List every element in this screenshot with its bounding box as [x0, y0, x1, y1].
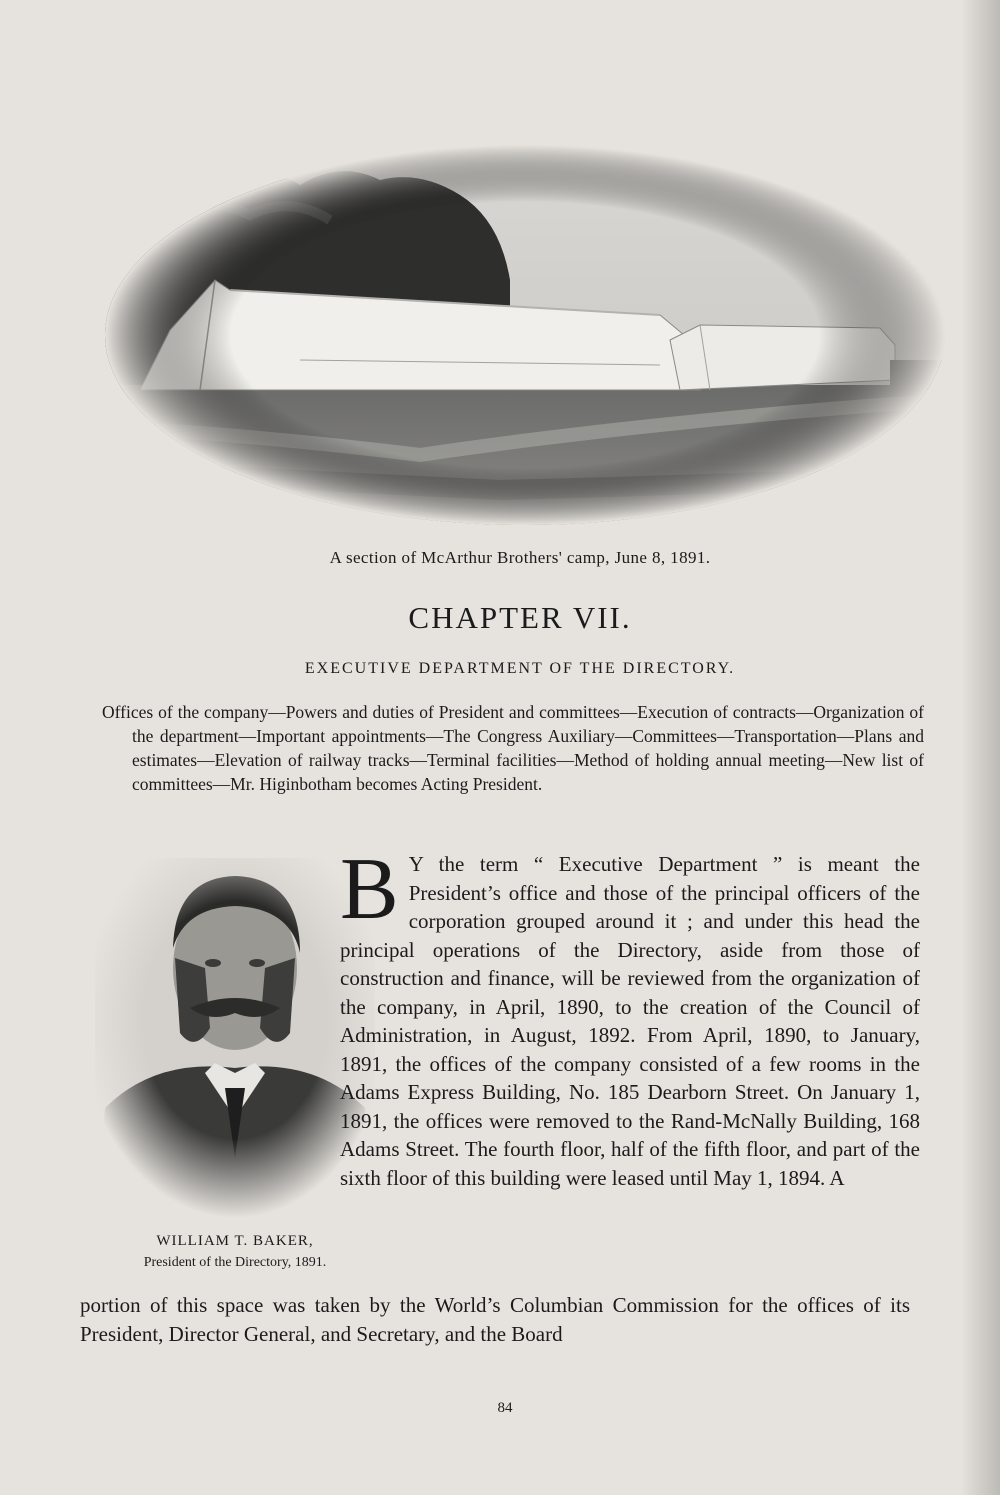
synopsis-text: Offices of the company—Powers and duties of President and committees—Execution of contracts—Organization of the department—Important appointments—The Congress Auxiliary—Committees—Transportation—Plans and estimates—Elevation of railway tracks—Terminal facilities—Method of holding annual meeting—New list of committees—Mr. Higinbotham becomes Acting President.	[102, 702, 924, 794]
chapter-subtitle: EXECUTIVE DEPARTMENT OF THE DIRECTORY.	[304, 660, 736, 677]
chapter-synopsis	[102, 700, 924, 796]
portrait-caption-name: WILLIAM T. BAKER,	[156, 1233, 314, 1249]
camp-photo	[100, 140, 950, 530]
body-paragraph-continued: portion of this space was taken by the World’s Columbian Commission for the offices of its President, Director General, and Secretary, and the Board	[80, 1293, 910, 1346]
portrait-photo	[95, 858, 375, 1218]
chapter-title: CHAPTER VII.	[408, 600, 632, 635]
camp-photo-caption: A section of McArthur Brothers' camp, June 8, 1891.	[329, 548, 711, 567]
page-number: 84	[497, 1400, 513, 1416]
page-edge-shadow	[960, 0, 1000, 1495]
drop-cap: B	[340, 841, 399, 938]
portrait-caption-role: President of the Directory, 1891.	[143, 1255, 327, 1270]
body-paragraph-text: Y the term “ Executive Department ” is meant the President’s office and those of the principal officers of the corporation grouped around it ; and under this head the principal operations of the Directory, aside from those of construction and finance, will be reviewed from the organization of the company, in April, 1890, to the creation of the Council of Administration, in August, 1892. From April, 1890, to January, 1891, the offices of the company consisted of a few rooms in the Adams Express Building, No. 185 Dearborn Street. On January 1, 1891, the offices were removed to the Rand-McNally Building, 168 Adams Street. The fourth floor, half of the fifth floor, and part of the sixth floor of this building were leased until May 1, 1894. A	[340, 852, 920, 1190]
body-paragraph	[340, 841, 920, 1192]
